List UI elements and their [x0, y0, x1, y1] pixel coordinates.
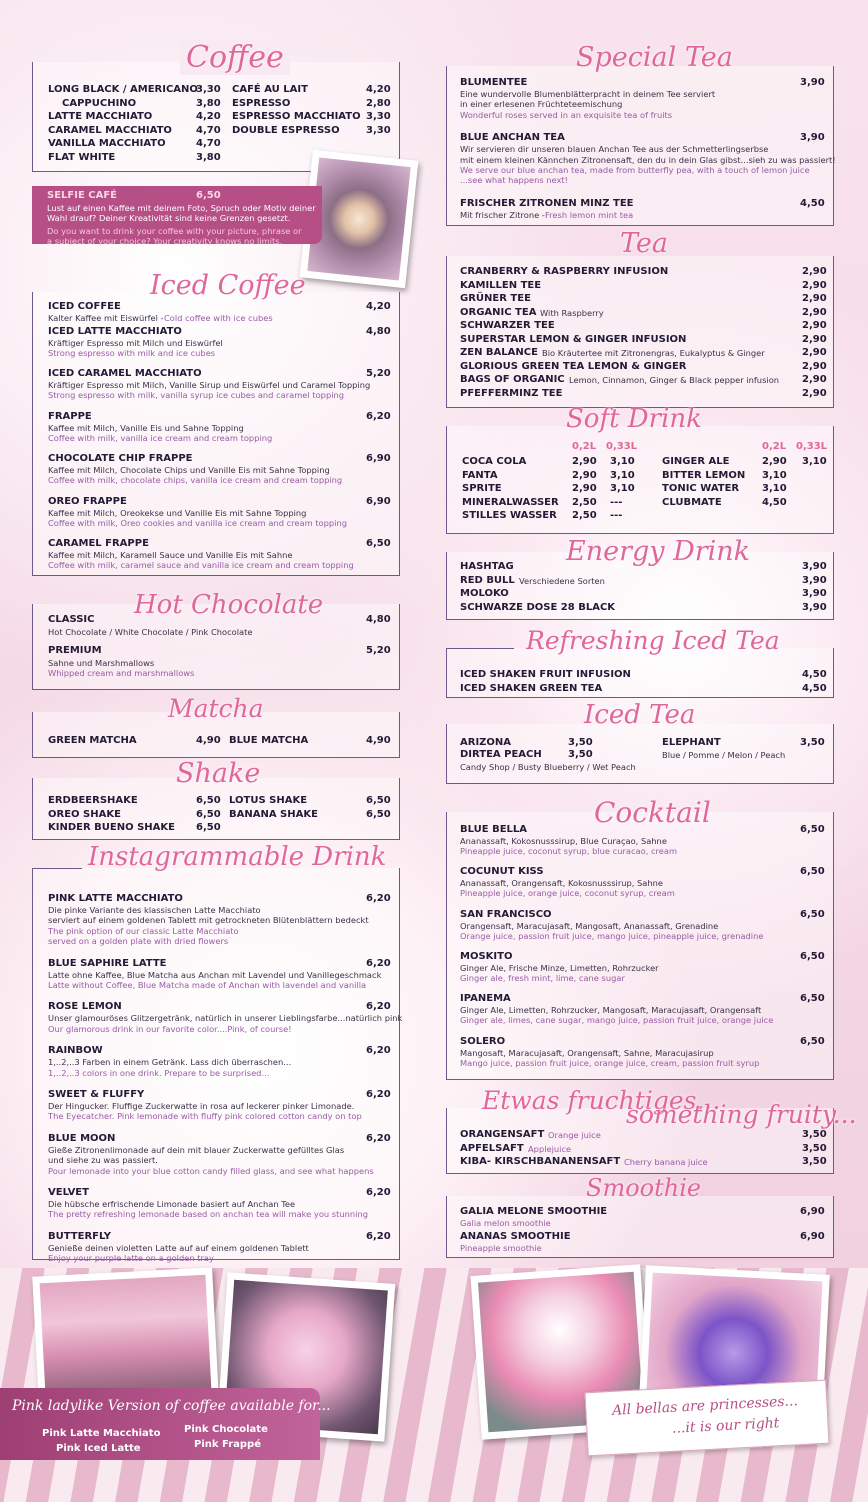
- hot-chocolate-classic-price: 4,80: [366, 614, 391, 625]
- shake-item-name: ERDBEERSHAKE: [48, 795, 138, 806]
- cocktail-item-price: 6,50: [800, 1035, 825, 1047]
- soft-item-price: 3,10: [762, 483, 787, 494]
- shake-item-price: 6,50: [196, 808, 221, 820]
- soft-item-price: 3,10: [610, 456, 635, 467]
- cocktail-item-en: Mango juice, passion fruit juice, orange juice, cream, passion fruit syrup: [460, 1057, 760, 1068]
- special-tea-item-de: Eine wundervolle Blumenblätterpracht in deinem Tee serviert: [460, 89, 716, 99]
- selfie-de-2: Wahl drauf? Deiner Kreativität sind keine Grenzen gesetzt.: [47, 213, 291, 223]
- soft-item-price: 2,90: [572, 469, 597, 481]
- shake-item-name: KINDER BUENO SHAKE: [48, 822, 175, 833]
- iced-tea-title: Iced Tea: [584, 700, 696, 730]
- tea-item-name: SUPERSTAR LEMON & GINGER INFUSION: [460, 333, 687, 345]
- insta-item-name: SWEET & FLUFFY: [48, 1089, 145, 1100]
- insta-item-name: ROSE LEMON: [48, 1001, 122, 1013]
- coffee-item-name: LATTE MACCHIATO: [48, 111, 153, 122]
- matcha-item-0-price: 4,90: [196, 735, 221, 746]
- cocktail-item-name: MOSKITO: [460, 950, 513, 962]
- soft-item-price: 3,10: [610, 469, 635, 481]
- special-tea-item-de: Mit frischer Zitrone -: [460, 209, 545, 220]
- iced-coffee-item-en: Strong espresso with milk and ice cubes: [48, 348, 216, 358]
- tea-title: Tea: [620, 228, 668, 259]
- soft-item-name: TONIC WATER: [662, 483, 740, 494]
- tea-item-price: 2,90: [802, 333, 827, 345]
- shake-item-price: 6,50: [196, 795, 221, 806]
- coffee-item-name: CARAMEL MACCHIATO: [48, 124, 172, 136]
- tea-item-name: KAMILLEN TEE: [460, 279, 542, 291]
- insta-title: Instagrammable Drink: [88, 842, 387, 872]
- tea-item-name: ORGANIC TEA: [460, 306, 537, 318]
- insta-item-name: BUTTERFLY: [48, 1230, 112, 1242]
- tea-item-price: 2,90: [802, 266, 827, 277]
- tea-item-price: 2,90: [802, 293, 827, 304]
- iced-coffee-item-de: Kaffee mit Milch, Chocolate Chips und Vanille Eis mit Sahne Topping: [48, 465, 330, 475]
- matcha-item-0-name: GREEN MATCHA: [48, 735, 137, 746]
- insta-item-en: The pink option of our classic Latte Macchiato: [48, 925, 239, 936]
- tea-item-price: 2,90: [802, 360, 827, 372]
- energy-item-name: HASHTAG: [460, 561, 514, 572]
- tea-item-name: PFEFFERMINZ TEE: [460, 387, 563, 399]
- iced-coffee-item-de: Kräftiger Espresso mit Milch, Vanille Sirup und Eiswürfel und Caramel Topping: [48, 380, 371, 390]
- iced-tea-dirtea-price: 3,50: [568, 749, 593, 760]
- soft-size-label: 0,33L: [606, 441, 638, 452]
- iced-coffee-item-en: Coffee with milk, chocolate chips, vanilla ice cream and cream topping: [48, 475, 343, 485]
- soft-item-name: FANTA: [462, 469, 498, 481]
- special-tea-item-price: 4,50: [800, 197, 825, 209]
- iced-coffee-item-name: ICED COFFEE: [48, 301, 121, 312]
- iced-tea-arizona-name: ARIZONA: [460, 737, 512, 748]
- cocktail-item-name: IPANEMA: [460, 993, 511, 1005]
- fruity-item-name: KIBA- KIRSCHBANANENSAFT: [460, 1156, 621, 1167]
- cocktail-item-price: 6,50: [800, 908, 825, 920]
- insta-item-name: PINK LATTE MACCHIATO: [48, 893, 183, 904]
- soft-size-label: 0,2L: [572, 441, 597, 452]
- fruity-title-2: something fruity...: [626, 1100, 857, 1129]
- refreshing-item-price: 4,50: [802, 682, 827, 694]
- smoothie-item-name: ANANAS SMOOTHIE: [460, 1231, 571, 1242]
- smoothie-item-en: Pineapple smoothie: [460, 1243, 542, 1253]
- insta-item-name: VELVET: [48, 1187, 89, 1198]
- iced-coffee-item-de: Kräftiger Espresso mit Milch und Eiswürfel: [48, 338, 223, 348]
- coffee-item-name: LONG BLACK / AMERICANO: [48, 84, 198, 95]
- tea-item-name: ZEN BALANCE: [460, 347, 538, 358]
- matcha-item-1-price: 4,90: [366, 735, 391, 746]
- energy-item-name: SCHWARZE DOSE 28 BLACK: [460, 601, 616, 613]
- insta-item-de: Der Hingucker. Fluffige Zuckerwatte in rosa auf leckerer pinker Limonade.: [48, 1101, 355, 1111]
- iced-coffee-item-name: FRAPPE: [48, 410, 92, 422]
- cocktail-item-name: SOLERO: [460, 1035, 506, 1047]
- soft-item-price: 2,90: [572, 483, 597, 494]
- selfie-cafe-price: 6,50: [196, 190, 221, 201]
- cocktail-item-de: Ginger Ale, Frische Minze, Limetten, Rohrzucker: [460, 962, 659, 973]
- insta-item-name: RAINBOW: [48, 1045, 103, 1057]
- insta-item-price: 6,20: [366, 1001, 391, 1013]
- special-tea-item-price: 3,90: [800, 77, 825, 88]
- insta-item-en: Enjoy your purple latte on a golden tray: [48, 1253, 214, 1264]
- cocktail-item-de: Ananassaft, Orangensaft, Kokosnusssirup, Sahne: [460, 878, 664, 889]
- cocktail-item-en: Orange juice, passion fruit juice, mango juice, pineapple juice, grenadine: [460, 930, 764, 941]
- refreshing-title: Refreshing Iced Tea: [526, 626, 780, 655]
- refreshing-item-price: 4,50: [802, 669, 827, 680]
- cocktail-item-de: Ginger Ale, Limetten, Rohrzucker, Mangosaft, Maracujasaft, Orangensaft: [460, 1005, 762, 1016]
- iced-tea-elephant-price: 3,50: [800, 737, 825, 748]
- cocktail-item-price: 6,50: [800, 866, 825, 878]
- refreshing-item-name: ICED SHAKEN FRUIT INFUSION: [460, 669, 631, 680]
- insta-item-en: 1,..2,..3 colors in one drink. Prepare to be surprised...: [48, 1067, 270, 1078]
- energy-item-price: 3,90: [802, 588, 827, 599]
- iced-coffee-item-price: 6,90: [366, 495, 391, 507]
- iced-coffee-item-en: Coffee with milk, caramel sauce and vanilla ice cream and cream topping: [48, 560, 354, 570]
- iced-coffee-item-name: OREO FRAPPE: [48, 495, 127, 507]
- smoothie-title: Smoothie: [586, 1174, 702, 1202]
- special-tea-item-en: We serve our blue anchan tea, made from butterfly pea, with a touch of lemon juice: [460, 165, 810, 175]
- soft-item-price: ---: [610, 496, 623, 508]
- cocktail-item-price: 6,50: [800, 824, 825, 835]
- insta-item-price: 6,20: [366, 1089, 391, 1100]
- coffee-item-name: ESPRESSO MACCHIATO: [232, 111, 361, 122]
- shake-item-name: LOTUS SHAKE: [229, 795, 308, 806]
- insta-item-de: Die pinke Variante des klassischen Latte Macchiato: [48, 905, 261, 915]
- insta-item-en: The Eyecatcher. Pink lemonade with fluffy pink colored cotton candy on top: [48, 1111, 362, 1122]
- energy-item-price: 3,90: [802, 561, 827, 572]
- coffee-item-price: 4,70: [196, 138, 221, 149]
- cocktail-item-en: Pineapple juice, coconut syrup, blue curacao, cream: [460, 846, 678, 856]
- hot-chocolate-premium-en: Whipped cream and marshmallows: [48, 668, 195, 678]
- banner-item-b2: Pink Frappé: [194, 1439, 261, 1450]
- iced-coffee-item-en: Coffee with milk, Oreo cookies and vanilla ice cream and cream topping: [48, 517, 347, 528]
- fruity-item-name: ORANGENSAFT: [460, 1129, 545, 1140]
- fruity-item-price: 3,50: [802, 1142, 827, 1154]
- special-tea-item-price: 3,90: [800, 132, 825, 144]
- fruity-item-en: Applejuice: [528, 1143, 572, 1154]
- energy-item-name: MOLOKO: [460, 588, 509, 599]
- banner-item-b1: Pink Chocolate: [184, 1424, 268, 1435]
- iced-coffee-item-price: 5,20: [366, 368, 391, 379]
- insta-item-price: 6,20: [366, 1045, 391, 1057]
- hot-chocolate-classic-sub: Hot Chocolate / White Chocolate / Pink Chocolate: [48, 627, 253, 637]
- shake-item-price: 6,50: [196, 822, 221, 833]
- selfie-en-2: a subject of your choice? Your creativity knows no limits.: [47, 236, 283, 246]
- fruity-item-en: Cherry banana juice: [624, 1157, 708, 1167]
- coffee-item-name: ESPRESSO: [232, 97, 291, 109]
- soft-item-price: 2,50: [572, 496, 597, 508]
- banner-item-a2: Pink Iced Latte: [56, 1443, 141, 1454]
- iced-coffee-item-price: 6,20: [366, 410, 391, 422]
- soft-item-price: ---: [610, 510, 623, 521]
- iced-coffee-item-name: ICED CARAMEL MACCHIATO: [48, 368, 202, 379]
- cocktail-item-name: SAN FRANCISCO: [460, 908, 552, 920]
- banner-title: Pink ladylike Version of coffee available for...: [12, 1398, 331, 1414]
- cocktail-item-de: Mangosaft, Maracujasaft, Orangensaft, Sahne, Maracujasirup: [460, 1047, 714, 1058]
- soft-drink-title: Soft Drink: [566, 404, 702, 434]
- cocktail-item-en: Pineapple juice, orange juice, coconut syrup, cream: [460, 888, 675, 899]
- insta-item-de: Latte ohne Kaffee, Blue Matcha aus Anchan mit Lavendel und Vanillegeschmack: [48, 969, 382, 980]
- energy-title: Energy Drink: [566, 536, 751, 567]
- tea-item-note: Lemon, Cinnamon, Ginger & Black pepper infusion: [569, 375, 780, 385]
- tea-item-note: With Raspberry: [540, 307, 604, 318]
- banner-item-a1: Pink Latte Macchiato: [42, 1428, 161, 1439]
- coffee-item-price: 3,30: [366, 124, 391, 136]
- smoothie-item-name: GALIA MELONE SMOOTHIE: [460, 1206, 608, 1217]
- insta-item-en: served on a golden plate with dried flowers: [48, 936, 229, 947]
- shake-item-name: OREO SHAKE: [48, 808, 121, 820]
- slogan-line-1: All bellas are princesses...: [611, 1393, 799, 1419]
- shake-item-price: 6,50: [366, 795, 391, 806]
- special-tea-item-name: FRISCHER ZITRONEN MINZ TEE: [460, 197, 634, 209]
- special-tea-item-name: BLUE ANCHAN TEA: [460, 132, 565, 144]
- iced-coffee-item-price: 4,80: [366, 326, 391, 337]
- insta-item-de: Unser glamouröses Glitzergetränk, natürlich in unserer Lieblingsfarbe...natürlich pink: [48, 1013, 403, 1024]
- insta-item-de: serviert auf einem goldenen Tablett mit getrockneten Blütenblättern bedeckt: [48, 915, 369, 926]
- iced-coffee-item-de: Kaffee mit Milch, Oreokekse und Vanille Eis mit Sahne Topping: [48, 507, 307, 518]
- tea-item-price: 2,90: [802, 279, 827, 291]
- cocktail-item-name: COCUNUT KISS: [460, 866, 544, 878]
- soft-item-price: 3,10: [802, 456, 827, 467]
- iced-coffee-item-en: Strong espresso with milk, vanilla syrup ice cubes and caramel topping: [48, 390, 345, 400]
- insta-item-de: und siehe zu was passiert.: [48, 1155, 158, 1166]
- cocktail-item-name: BLUE BELLA: [460, 824, 528, 835]
- hot-chocolate-classic-name: CLASSIC: [48, 614, 95, 625]
- cocktail-item-de: Ananassaft, Kokosnusssirup, Blue Curaçao, Sahne: [460, 836, 667, 846]
- insta-item-price: 6,20: [366, 893, 391, 904]
- shake-item-price: 6,50: [366, 808, 391, 820]
- cocktail-title: Cocktail: [594, 796, 711, 829]
- insta-item-en: Pour lemonade into your blue cotton candy filled glass, and see what happens: [48, 1165, 374, 1176]
- fruity-item-price: 3,50: [802, 1129, 827, 1140]
- insta-item-price: 6,20: [366, 957, 391, 969]
- cocktail-item-price: 6,50: [800, 993, 825, 1005]
- shake-title: Shake: [176, 758, 261, 789]
- tea-item-price: 2,90: [802, 320, 827, 331]
- iced-tea-arizona-price: 3,50: [568, 737, 593, 748]
- soft-item-name: STILLES WASSER: [462, 510, 557, 521]
- soft-item-price: 4,50: [762, 496, 787, 508]
- iced-coffee-item-name: CHOCOLATE CHIP FRAPPE: [48, 453, 193, 464]
- slogan-line-2: ...it is our right: [671, 1415, 780, 1437]
- insta-item-de: Die hübsche erfrischende Limonade basiert auf Anchan Tee: [48, 1199, 296, 1209]
- tea-item-name: GRÜNER TEE: [460, 293, 531, 304]
- special-tea-item-en: Wonderful roses served in an exquisite tea of fruits: [460, 109, 673, 120]
- iced-tea-elephant-sub: Blue / Pomme / Melon / Peach: [662, 750, 786, 760]
- coffee-item-price: 3,80: [196, 97, 221, 109]
- coffee-item-price: 3,30: [366, 111, 391, 122]
- tea-item-name: BAGS OF ORGANIC: [460, 374, 565, 385]
- cocktail-item-de: Orangensaft, Maracujasaft, Mangosaft, Ananassaft, Grenadine: [460, 920, 719, 931]
- soft-item-price: 2,50: [572, 510, 597, 521]
- tea-item-price: 2,90: [802, 306, 827, 318]
- soft-item-name: GINGER ALE: [662, 456, 730, 467]
- iced-tea-dirtea-name: DIRTEA PEACH: [460, 749, 542, 760]
- hot-chocolate-premium-price: 5,20: [366, 645, 391, 656]
- soft-size-label: 0,2L: [762, 441, 787, 452]
- smoothie-item-price: 6,90: [800, 1231, 825, 1242]
- iced-coffee-item-en: Coffee with milk, vanilla ice cream and cream topping: [48, 432, 273, 443]
- tea-item-price: 2,90: [802, 374, 827, 385]
- iced-coffee-item-price: 4,20: [366, 301, 391, 312]
- iced-tea-left-sub: Candy Shop / Busty Blueberry / Wet Peach: [460, 762, 636, 772]
- insta-item-price: 6,20: [366, 1187, 391, 1198]
- iced-coffee-item-de: Kaffee mit Milch, Vanille Eis und Sahne Topping: [48, 422, 244, 433]
- cocktail-item-en: Ginger ale, limes, cane sugar, mango juice, passion fruit juice, orange juice: [460, 1015, 774, 1026]
- tea-item-name: CRANBERRY & RASPBERRY INFUSION: [460, 266, 669, 277]
- insta-item-price: 6,20: [366, 1230, 391, 1242]
- coffee-item-price: 3,30: [196, 84, 221, 95]
- fruity-item-en: Orange juice: [548, 1130, 601, 1140]
- coffee-item-name: CAPPUCHINO: [62, 97, 137, 109]
- energy-item-name: RED BULL: [460, 574, 515, 586]
- soft-item-name: CLUBMATE: [662, 496, 722, 508]
- hot-chocolate-premium-de: Sahne und Marshmallows: [48, 658, 155, 668]
- cocktail-item-en: Ginger ale, fresh mint, lime, cane sugar: [460, 972, 625, 983]
- energy-item-price: 3,90: [802, 601, 827, 613]
- selfie-cafe-name: SELFIE CAFÉ: [47, 190, 118, 201]
- fruity-item-price: 3,50: [802, 1156, 827, 1167]
- insta-item-en: Latte without Coffee, Blue Matcha made of Anchan with lavendel and vanilla: [48, 980, 367, 990]
- matcha-title: Matcha: [168, 694, 264, 723]
- coffee-title: Coffee: [180, 40, 290, 75]
- iced-coffee-item-de: Kalter Kaffee mit Eiswürfel -: [48, 313, 164, 323]
- coffee-item-name: VANILLA MACCHIATO: [48, 138, 166, 149]
- smoothie-item-price: 6,90: [800, 1206, 825, 1217]
- selfie-en-1: Do you want to drink your coffee with your picture, phrase or: [47, 226, 302, 236]
- coffee-item-price: 3,80: [196, 151, 221, 163]
- insta-item-name: BLUE SAPHIRE LATTE: [48, 957, 167, 969]
- soft-item-price: 2,90: [572, 456, 597, 467]
- iced-coffee-item-name: ICED LATTE MACCHIATO: [48, 326, 182, 337]
- energy-item-note: Verschiedene Sorten: [519, 575, 605, 586]
- iced-coffee-item-name: CARAMEL FRAPPE: [48, 538, 149, 549]
- hot-chocolate-premium-name: PREMIUM: [48, 645, 102, 656]
- soft-item-price: 3,10: [610, 483, 635, 494]
- special-tea-item-en: ...see what happens next!: [460, 175, 569, 186]
- coffee-item-name: FLAT WHITE: [48, 151, 116, 163]
- special-tea-title: Special Tea: [576, 42, 733, 73]
- iced-coffee-title: Iced Coffee: [150, 270, 306, 301]
- refreshing-line-left: [446, 648, 514, 649]
- soft-item-price: 3,10: [762, 469, 787, 481]
- tea-item-name: GLORIOUS GREEN TEA LEMON & GINGER: [460, 360, 687, 372]
- fruity-item-name: APFELSAFT: [460, 1142, 524, 1154]
- special-tea-item-de: mit einem kleinen Kännchen Zitronensaft, den du in dein Glas gibst...sieh zu was passiert!: [460, 154, 836, 165]
- iced-coffee-item-de: Kaffee mit Milch, Karamell Sauce und Vanille Eis mit Sahne: [48, 550, 293, 560]
- tea-item-price: 2,90: [802, 347, 827, 358]
- insta-item-de: Gieße Zitronenlimonade auf dein mit blauer Zuckerwatte gefülltes Glas: [48, 1144, 345, 1155]
- soft-item-name: SPRITE: [462, 483, 502, 494]
- coffee-item-price: 2,80: [366, 97, 391, 109]
- tea-item-price: 2,90: [802, 387, 827, 399]
- special-tea-item-name: BLUMENTEE: [460, 77, 528, 88]
- cocktail-item-price: 6,50: [800, 950, 825, 962]
- insta-item-name: BLUE MOON: [48, 1132, 116, 1144]
- iced-coffee-item-price: 6,90: [366, 453, 391, 464]
- energy-item-price: 3,90: [802, 574, 827, 586]
- soft-item-name: MINERALWASSER: [462, 496, 559, 508]
- coffee-item-name: DOUBLE ESPRESSO: [232, 124, 340, 136]
- iced-coffee-item-price: 6,50: [366, 538, 391, 549]
- soft-size-label: 0,33L: [796, 441, 828, 452]
- iced-coffee-item-en: Cold coffee with ice cubes: [164, 313, 273, 323]
- coffee-item-price: 4,20: [196, 111, 221, 122]
- insta-item-de: 1,..2,..3 Farben in einem Getränk. Lass dich überraschen...: [48, 1057, 292, 1068]
- special-tea-item-de: Wir servieren dir unseren blauen Anchan Tee aus der Schmetterlingserbse: [460, 144, 769, 155]
- soft-item-name: BITTER LEMON: [662, 469, 746, 481]
- soft-item-price: 2,90: [762, 456, 787, 467]
- coffee-item-price: 4,70: [196, 124, 221, 136]
- special-tea-item-en: Fresh lemon mint tea: [545, 209, 634, 220]
- coffee-item-name: CAFÉ AU LAIT: [232, 84, 308, 95]
- coffee-item-price: 4,20: [366, 84, 391, 95]
- matcha-item-1-name: BLUE MATCHA: [229, 735, 309, 746]
- iced-tea-elephant-name: ELEPHANT: [662, 737, 721, 748]
- special-tea-item-de: in einer erlesenen Früchteteemischung: [460, 99, 623, 110]
- insta-title-line-left: [32, 868, 82, 869]
- insta-item-de: Genieße deinen violetten Latte auf auf einem goldenen Tablett: [48, 1242, 309, 1253]
- insta-item-en: Our glamorous drink in our favorite color....Pink, of course!: [48, 1023, 292, 1034]
- insta-item-price: 6,20: [366, 1132, 391, 1144]
- fruity-title-1: Etwas fruchtiges...: [482, 1086, 721, 1115]
- selfie-de-1: Lust auf einen Kaffee mit deinem Foto, Spruch oder Motiv deiner: [47, 203, 316, 213]
- tea-item-note: Bio Kräutertee mit Zitronengras, Eukalyptus & Ginger: [542, 348, 765, 358]
- smoothie-item-en: Galia melon smoothie: [460, 1218, 551, 1228]
- insta-item-en: The pretty refreshing lemonade based on anchan tea will make you stunning: [48, 1209, 368, 1220]
- soft-item-name: COCA COLA: [462, 456, 527, 467]
- hot-chocolate-title: Hot Chocolate: [134, 590, 324, 620]
- refreshing-item-name: ICED SHAKEN GREEN TEA: [460, 682, 603, 694]
- shake-item-name: BANANA SHAKE: [229, 808, 318, 820]
- tea-item-name: SCHWARZER TEE: [460, 320, 555, 331]
